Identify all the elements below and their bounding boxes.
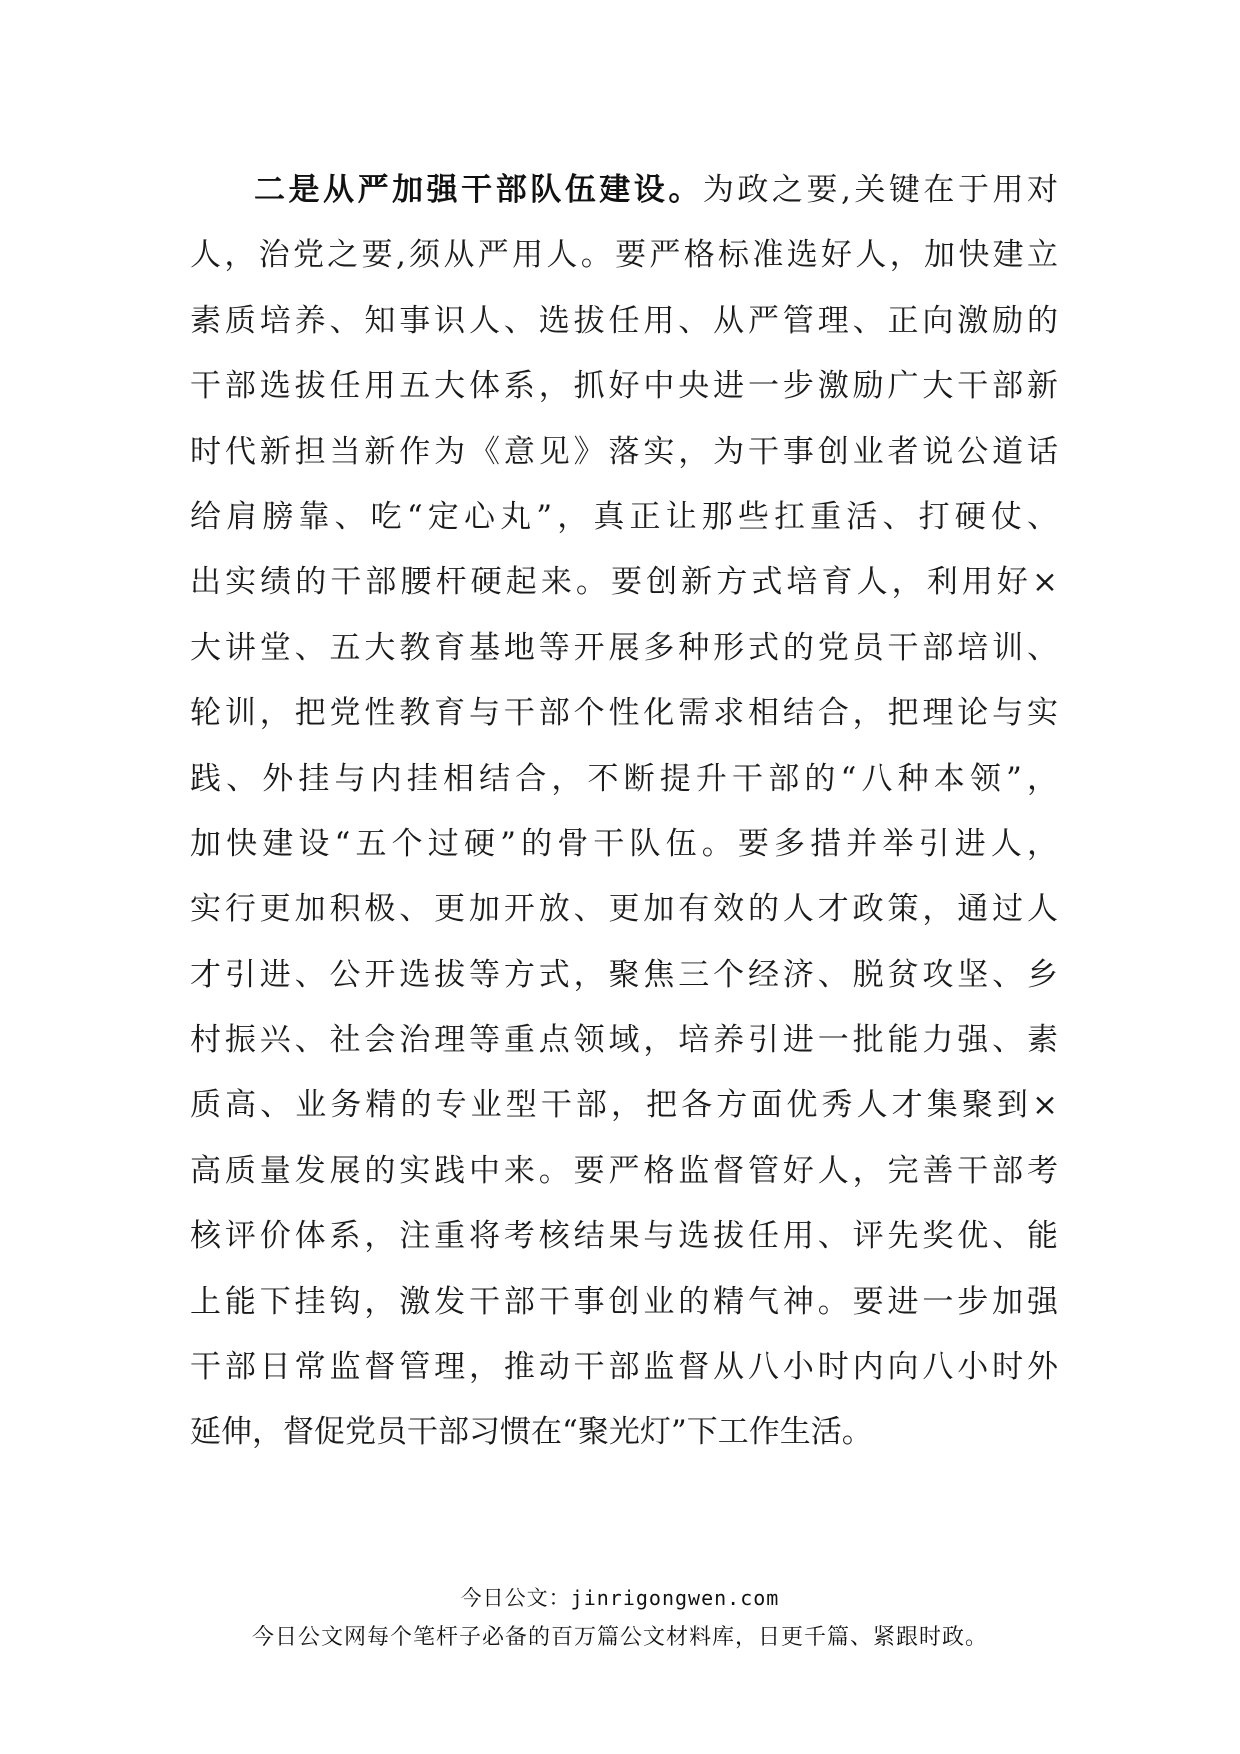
paragraph-line: 时代新担当新作为《意见》落实，为干事创业者说公道话 — [190, 433, 1058, 470]
paragraph-line: 加快建设“五个过硬”的骨干队伍。要多措并举引进人， — [190, 825, 1058, 862]
paragraph-line: 核评价体系，注重将考核结果与选拔任用、评先奖优、能 — [190, 1218, 1058, 1255]
footer-site-line — [0, 1582, 1240, 1612]
paragraph-line: 轮训，把党性教育与干部个性化需求相结合，把理论与实 — [190, 695, 1058, 732]
paragraph-line: 村振兴、社会治理等重点领域，培养引进一批能力强、素 — [190, 1022, 1058, 1059]
paragraph-line-last: 延伸，督促党员干部习惯在“聚光灯”下工作生活。 — [190, 1414, 873, 1451]
paragraph-line: 出实绩的干部腰杆硬起来。要创新方式培育人，利用好× — [190, 564, 1058, 601]
paragraph-line: 干部日常监督管理，推动干部监督从八小时内向八小时外 — [190, 1349, 1058, 1386]
footer-site-label: 今日公文： — [460, 1586, 571, 1610]
footer-slogan: 今日公文网每个笔杆子必备的百万篇公文材料库，日更千篇、紧跟时政。 — [251, 1625, 988, 1650]
paragraph-line: 干部选拔任用五大体系，抓好中央进一步激励广大干部新 — [190, 368, 1058, 405]
footer-site-link[interactable]: jinrigongwen.com — [570, 1586, 780, 1610]
paragraph-line: 素质培养、知事识人、选拔任用、从严管理、正向激励的 — [190, 302, 1058, 339]
paragraph-line: 质高、业务精的专业型干部，把各方面优秀人才集聚到× — [190, 1087, 1058, 1124]
paragraph-line: 实行更加积极、更加开放、更加有效的人才政策，通过人 — [190, 891, 1058, 928]
paragraph-line: 高质量发展的实践中来。要严格监督管好人，完善干部考 — [190, 1152, 1058, 1189]
paragraph-line: 人，治党之要,须从严用人。要严格标准选好人，加快建立 — [190, 237, 1058, 274]
article-body — [190, 158, 1058, 1466]
first-line-text: 为政之要,关键在于用对 — [702, 172, 1058, 208]
section-heading: 二是从严加强干部队伍建设。 — [254, 172, 703, 208]
paragraph-first-line — [190, 158, 1058, 223]
paragraph-line: 才引进、公开选拔等方式，聚焦三个经济、脱贫攻坚、乡 — [190, 956, 1058, 993]
paragraph-line: 给肩膀靠、吃“定心丸”，真正让那些扛重活、打硬仗、 — [190, 498, 1058, 535]
paragraph-line: 践、外挂与内挂相结合，不断提升干部的“八种本领”， — [190, 760, 1058, 797]
paragraph-line: 大讲堂、五大教育基地等开展多种形式的党员干部培训、 — [190, 629, 1058, 666]
paragraph-line: 上能下挂钩，激发干部干事创业的精气神。要进一步加强 — [190, 1283, 1058, 1320]
